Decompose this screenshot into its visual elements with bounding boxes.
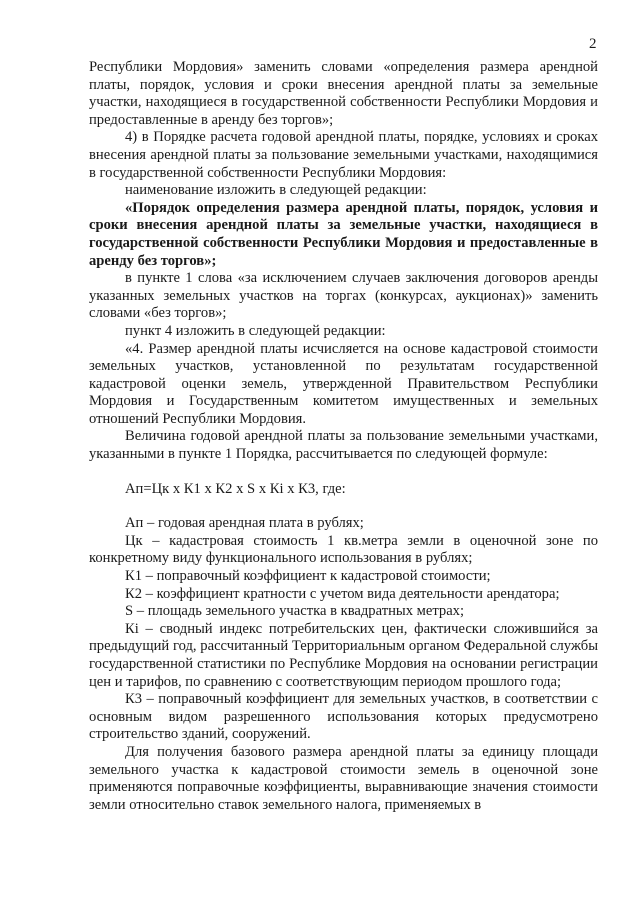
paragraph-formula-intro: Величина годовой арендной платы за пользование земельными участками, указанными в пункте 1 Порядка, рассчитывается по следующей формуле: <box>89 428 598 463</box>
definition-k2: К2 – коэффициент кратности с учетом вида деятельности арендатора; <box>125 585 560 602</box>
document-body <box>89 59 598 814</box>
definition-ki: Кi – сводный индекс потребительских цен, фактически сложившийся за предыдущий год, рассчитанный Территориальным органом Федеральной службы государственной статистики по Республике Мордовия на основании регистрации цен и тарифов, по сравнению с соответствующим периодом прошлого года; <box>89 620 598 690</box>
paragraph-item-4: 4) в Порядке расчета годовой арендной платы, порядке, условиях и сроках внесения арендной платы за пользование земельными участками, находящимися в государственной собственности Республики Мордовия: <box>89 129 598 181</box>
paragraph-point-4-instruction: пункт 4 изложить в следующей редакции: <box>125 322 386 339</box>
definition-ck: Цк – кадастровая стоимость 1 кв.метра земли в оценочной зоне по конкретному виду функционального использования в рублях; <box>89 532 598 567</box>
paragraph-title-instruction: наименование изложить в следующей редакции: <box>125 182 427 199</box>
definition-s: S – площадь земельного участка в квадратных метрах; <box>125 603 465 620</box>
formula: Ап=Цк x К1 x К2 x S x Кi x К3, где: <box>125 480 346 497</box>
definition-k1: К1 – поправочный коэффициент к кадастровой стоимости; <box>125 568 491 585</box>
paragraph-point-1: в пункте 1 слова «за исключением случаев заключения договоров аренды указанных земельных участков на торгах (конкурсах, аукционах)» заменить словами «без торгов»; <box>89 270 598 322</box>
paragraph-new-title: «Порядок определения размера арендной платы, порядок, условия и сроки внесения арендной платы за земельные участки, находящиеся в государственной собственности Республики Мордовия и предоставленные в аренду без торгов»; <box>89 199 598 269</box>
page-number: 2 <box>589 36 597 52</box>
definition-k3: К3 – поправочный коэффициент для земельных участков, в соответствии с основным видом разрешенного использования которых предусмотрено строительство зданий, сооружений. <box>89 691 598 743</box>
paragraph-point-4-text: «4. Размер арендной платы исчисляется на основе кадастровой стоимости земельных участков, установленной по результатам государственной кадастровой оценки земель, утвержденной Правительством Республики Мордовия и Государственным комитетом имущественных и земельных отношений Республики Мордовия. <box>89 340 598 427</box>
paragraph-continuation: Республики Мордовия» заменить словами «определения размера арендной платы, порядок, условия и сроки внесения арендной платы за земельные участки, находящиеся в государственной собственности Республики Мордовия и предоставленные в аренду без торгов»; <box>89 59 598 128</box>
paragraph-base-rate: Для получения базового размера арендной платы за единицу площади земельного участка к кадастровой стоимости земель в оценочной зоне применяются поправочные коэффициенты, выравнивающие значения стоимости земли относительно ставок земельного налога, применяемых в <box>89 743 598 813</box>
definition-an: Ап – годовая арендная плата в рублях; <box>125 515 364 532</box>
